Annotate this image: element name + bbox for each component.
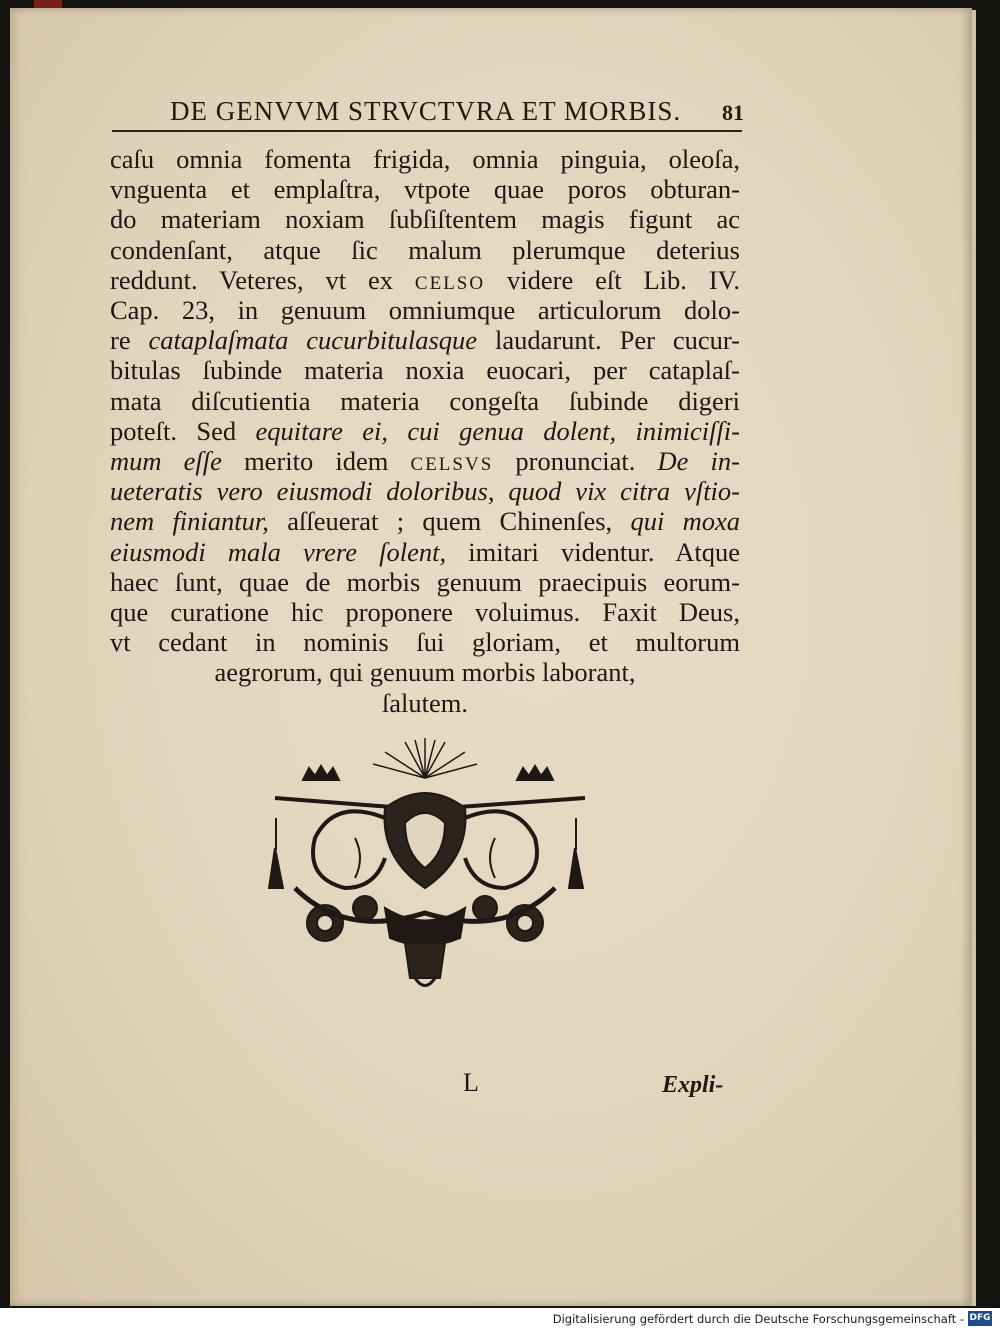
catchword: Expli- <box>662 1072 724 1098</box>
text-line <box>110 355 740 385</box>
text-line <box>110 235 740 265</box>
text-line <box>110 657 740 687</box>
text-segment: poteſt. Sed <box>110 415 256 446</box>
text-segment: reddunt. Veteres, vt ex <box>110 264 415 295</box>
page-header <box>100 92 744 132</box>
text-line <box>110 416 740 446</box>
text-segment: bitulas ſubinde materia noxia euocari, per cataplaſ- <box>110 355 740 386</box>
text-segment: merito idem <box>221 446 411 477</box>
text-segment: qui moxa <box>630 506 741 537</box>
text-segment: eiusmodi mala vrere ſolent, <box>110 536 447 567</box>
dfg-logo: DFG <box>968 1311 992 1326</box>
text-segment: equitare ei, cui genua dolent, inimiciſſi- <box>255 415 740 446</box>
text-segment: imitari videntur. Atque <box>446 536 740 567</box>
text-segment: ueteratis vero eiusmodi doloribus, quod vix citra vſtio- <box>110 476 740 507</box>
page-edge <box>972 10 976 1306</box>
body-text <box>110 144 740 718</box>
text-line <box>110 174 740 204</box>
text-line <box>110 295 740 325</box>
text-segment: Cap. 23, in genuum omniumque articulorum dolo- <box>110 295 740 326</box>
text-line <box>110 386 740 416</box>
text-line <box>110 537 740 567</box>
text-segment: haec ſunt, quae de morbis genuum praecipuis eorum- <box>110 566 740 597</box>
text-segment: pronunciat. <box>493 446 658 477</box>
page-number: 81 <box>722 100 744 125</box>
text-line <box>110 688 740 718</box>
text-segment: celsvs <box>410 446 494 477</box>
text-segment: re <box>110 325 149 356</box>
text-segment: laudarunt. Per cucur- <box>477 325 740 356</box>
text-segment: nem finiantur, <box>110 506 269 537</box>
text-segment: aſſeuerat ; quem Chinenſes, <box>268 506 631 537</box>
text-line <box>110 567 740 597</box>
text-segment: caſu omnia fomenta frigida, omnia pinguia, oleoſa, <box>110 144 740 174</box>
text-segment: vnguenta et emplaſtra, vtpote quae poros obturan- <box>110 174 740 205</box>
text-line <box>110 204 740 234</box>
text-line <box>110 597 740 627</box>
text-line <box>110 627 740 657</box>
vignette-ornament <box>255 738 595 993</box>
text-line <box>110 325 740 355</box>
text-segment: do materiam noxiam ſubſiſtentem magis figunt ac <box>110 204 740 235</box>
text-segment: ſalutem. <box>381 687 469 718</box>
signature-mark: L <box>463 1068 479 1097</box>
text-segment: condenſant, atque ſic malum plerumque deterius <box>110 234 740 265</box>
text-segment: De in- <box>657 446 740 477</box>
text-segment: videre eſt Lib. IV. <box>485 264 740 295</box>
running-title: DE GENVVM STRVCTVRA ET MORBIS. <box>170 96 682 126</box>
text-segment: mum eſſe <box>110 446 222 477</box>
text-line <box>110 446 740 476</box>
footer-bar <box>0 1308 1000 1330</box>
text-line <box>110 476 740 506</box>
header-rule <box>112 130 742 132</box>
text-segment: que curatione hic proponere voluimus. Faxit Deus, <box>110 597 740 628</box>
funding-credit: Digitalisierung gefördert durch die Deutsche Forschungsgemeinschaft - <box>552 1312 964 1326</box>
text-segment: cataplaſmata cucurbitulasque <box>148 325 478 356</box>
text-line <box>110 506 740 536</box>
text-line <box>110 265 740 295</box>
text-segment: vt cedant in nominis ſui gloriam, et multorum <box>110 627 740 658</box>
text-line <box>110 144 740 174</box>
text-segment: celso <box>414 264 486 295</box>
text-segment: aegrorum, qui genuum morbis laborant, <box>214 657 636 688</box>
text-segment: mata diſcutientia materia congeſta ſubinde digeri <box>110 385 740 416</box>
